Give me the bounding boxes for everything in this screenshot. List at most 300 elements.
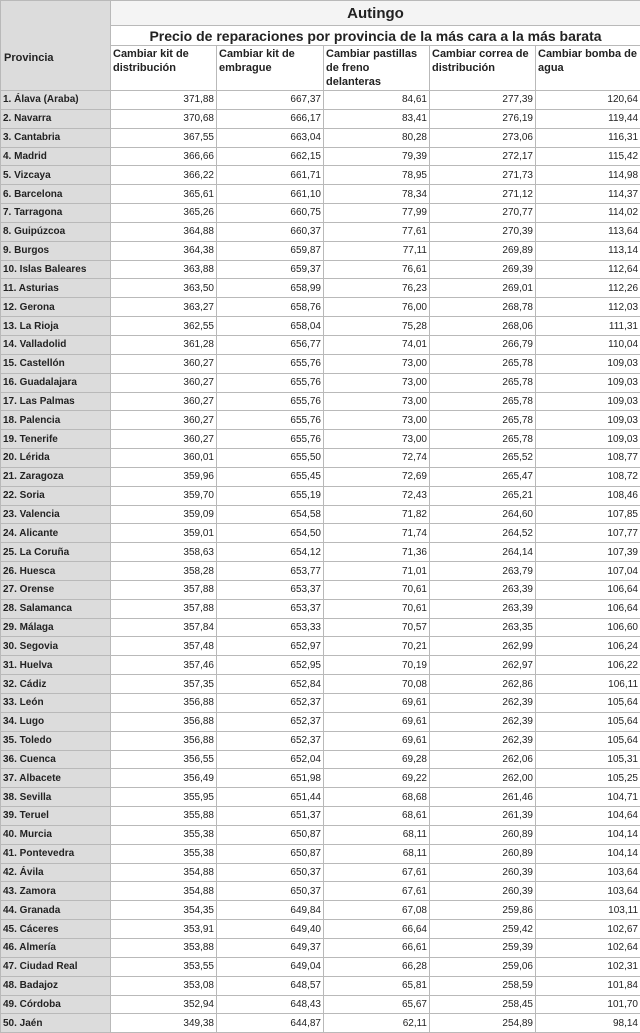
price-cell: 655,76 (217, 392, 324, 411)
table-row (1, 788, 640, 807)
price-cell: 658,99 (217, 279, 324, 298)
price-cell: 71,36 (324, 543, 430, 562)
table-row (1, 675, 640, 694)
price-cell: 78,34 (324, 185, 430, 204)
table-row (1, 486, 640, 505)
price-cell: 75,28 (324, 317, 430, 336)
price-cell: 76,61 (324, 260, 430, 279)
price-cell: 653,77 (217, 562, 324, 581)
price-cell: 649,40 (217, 920, 324, 939)
price-cell: 106,11 (536, 675, 640, 694)
price-cell: 370,68 (111, 109, 217, 128)
table-subtitle: Precio de reparaciones por provincia de la más cara a la más barata (111, 26, 640, 46)
price-cell: 107,77 (536, 524, 640, 543)
price-cell: 654,58 (217, 505, 324, 524)
price-cell: 359,01 (111, 524, 217, 543)
price-cell: 74,01 (324, 335, 430, 354)
price-cell: 119,44 (536, 109, 640, 128)
table-row (1, 354, 640, 373)
price-cell: 652,04 (217, 750, 324, 769)
province-cell: 19. Tenerife (1, 430, 111, 449)
price-cell: 360,01 (111, 449, 217, 468)
price-cell: 655,76 (217, 411, 324, 430)
price-cell: 114,02 (536, 204, 640, 223)
price-cell: 357,48 (111, 637, 217, 656)
province-cell: 5. Vizcaya (1, 166, 111, 185)
price-cell: 650,87 (217, 844, 324, 863)
province-cell: 24. Alicante (1, 524, 111, 543)
price-cell: 79,39 (324, 147, 430, 166)
price-cell: 265,78 (430, 392, 536, 411)
province-cell: 44. Granada (1, 901, 111, 920)
price-cell: 71,82 (324, 505, 430, 524)
price-cell: 367,55 (111, 128, 217, 147)
province-cell: 21. Zaragoza (1, 467, 111, 486)
price-cell: 648,57 (217, 976, 324, 995)
price-cell: 70,61 (324, 599, 430, 618)
price-cell: 655,76 (217, 354, 324, 373)
price-cell: 363,50 (111, 279, 217, 298)
price-cell: 73,00 (324, 430, 430, 449)
province-cell: 8. Guipúzcoa (1, 222, 111, 241)
table-row (1, 957, 640, 976)
price-cell: 83,41 (324, 109, 430, 128)
table-row (1, 241, 640, 260)
table-row (1, 599, 640, 618)
table-row (1, 260, 640, 279)
price-cell: 70,57 (324, 618, 430, 637)
province-cell: 50. Jaén (1, 1014, 111, 1033)
price-cell: 648,43 (217, 995, 324, 1014)
price-cell: 650,37 (217, 863, 324, 882)
province-cell: 15. Castellón (1, 354, 111, 373)
price-cell: 107,04 (536, 562, 640, 581)
price-cell: 353,91 (111, 920, 217, 939)
price-cell: 355,95 (111, 788, 217, 807)
table-row (1, 731, 640, 750)
price-cell: 655,45 (217, 467, 324, 486)
price-cell: 71,01 (324, 562, 430, 581)
province-cell: 34. Lugo (1, 712, 111, 731)
price-cell: 102,31 (536, 957, 640, 976)
table-row (1, 298, 640, 317)
price-cell: 270,77 (430, 204, 536, 223)
price-cell: 70,61 (324, 580, 430, 599)
price-cell: 355,88 (111, 807, 217, 826)
price-cell: 355,38 (111, 844, 217, 863)
price-cell: 114,37 (536, 185, 640, 204)
table-row (1, 222, 640, 241)
price-cell: 71,74 (324, 524, 430, 543)
price-cell: 365,61 (111, 185, 217, 204)
price-cell: 104,14 (536, 844, 640, 863)
province-cell: 17. Las Palmas (1, 392, 111, 411)
price-cell: 354,88 (111, 863, 217, 882)
table-row (1, 279, 640, 298)
province-cell: 4. Madrid (1, 147, 111, 166)
price-cell: 357,88 (111, 599, 217, 618)
table-row (1, 373, 640, 392)
price-cell: 353,88 (111, 938, 217, 957)
price-cell: 650,37 (217, 882, 324, 901)
price-cell: 112,03 (536, 298, 640, 317)
price-cell: 109,03 (536, 392, 640, 411)
price-cell: 357,35 (111, 675, 217, 694)
province-header: Provincia (1, 26, 111, 91)
price-cell: 357,84 (111, 618, 217, 637)
price-cell: 120,64 (536, 91, 640, 110)
price-cell: 66,28 (324, 957, 430, 976)
province-cell: 39. Teruel (1, 807, 111, 826)
price-cell: 363,88 (111, 260, 217, 279)
price-cell: 67,61 (324, 882, 430, 901)
price-cell: 355,38 (111, 825, 217, 844)
price-cell: 66,61 (324, 938, 430, 957)
price-cell: 354,35 (111, 901, 217, 920)
price-cell: 108,77 (536, 449, 640, 468)
price-cell: 266,79 (430, 335, 536, 354)
column-header: Cambiar correa de distribución (430, 46, 536, 91)
province-cell: 6. Barcelona (1, 185, 111, 204)
province-cell: 2. Navarra (1, 109, 111, 128)
table-row (1, 995, 640, 1014)
price-cell: 273,06 (430, 128, 536, 147)
province-cell: 11. Asturias (1, 279, 111, 298)
table-row (1, 882, 640, 901)
price-cell: 656,77 (217, 335, 324, 354)
price-cell: 265,47 (430, 467, 536, 486)
province-cell: 16. Guadalajara (1, 373, 111, 392)
price-cell: 262,97 (430, 656, 536, 675)
province-cell: 48. Badajoz (1, 976, 111, 995)
price-cell: 69,22 (324, 769, 430, 788)
price-cell: 69,28 (324, 750, 430, 769)
price-cell: 109,03 (536, 373, 640, 392)
price-cell: 103,11 (536, 901, 640, 920)
price-cell: 655,76 (217, 430, 324, 449)
price-cell: 65,81 (324, 976, 430, 995)
price-cell: 103,64 (536, 882, 640, 901)
price-cell: 649,37 (217, 938, 324, 957)
price-cell: 68,68 (324, 788, 430, 807)
table-row (1, 185, 640, 204)
price-cell: 111,31 (536, 317, 640, 336)
price-cell: 108,46 (536, 486, 640, 505)
price-cell: 354,88 (111, 882, 217, 901)
table-row (1, 335, 640, 354)
province-cell: 1. Álava (Araba) (1, 91, 111, 110)
price-cell: 662,15 (217, 147, 324, 166)
table-row (1, 825, 640, 844)
province-cell: 26. Huesca (1, 562, 111, 581)
table-row (1, 166, 640, 185)
price-cell: 649,04 (217, 957, 324, 976)
province-cell: 38. Sevilla (1, 788, 111, 807)
table-body (1, 91, 640, 1033)
price-cell: 658,04 (217, 317, 324, 336)
province-cell: 31. Huelva (1, 656, 111, 675)
price-cell: 651,98 (217, 769, 324, 788)
price-cell: 263,35 (430, 618, 536, 637)
price-cell: 667,37 (217, 91, 324, 110)
price-cell: 68,61 (324, 807, 430, 826)
price-cell: 265,52 (430, 449, 536, 468)
price-cell: 66,64 (324, 920, 430, 939)
price-cell: 104,14 (536, 825, 640, 844)
price-cell: 84,61 (324, 91, 430, 110)
price-cell: 69,61 (324, 731, 430, 750)
price-cell: 62,11 (324, 1014, 430, 1033)
price-cell: 349,38 (111, 1014, 217, 1033)
table-row (1, 91, 640, 110)
province-cell: 43. Zamora (1, 882, 111, 901)
price-cell: 260,39 (430, 863, 536, 882)
province-cell: 3. Cantabria (1, 128, 111, 147)
table-row (1, 128, 640, 147)
price-cell: 658,76 (217, 298, 324, 317)
table-row (1, 694, 640, 713)
price-cell: 80,28 (324, 128, 430, 147)
price-cell: 362,55 (111, 317, 217, 336)
province-cell: 22. Soria (1, 486, 111, 505)
column-header: Cambiar kit de embrague (217, 46, 324, 91)
province-cell: 29. Málaga (1, 618, 111, 637)
price-cell: 258,45 (430, 995, 536, 1014)
column-header: Cambiar bomba de agua (536, 46, 640, 91)
price-cell: 371,88 (111, 91, 217, 110)
price-cell: 70,08 (324, 675, 430, 694)
price-cell: 77,11 (324, 241, 430, 260)
price-cell: 67,08 (324, 901, 430, 920)
price-cell: 105,31 (536, 750, 640, 769)
price-cell: 655,19 (217, 486, 324, 505)
price-cell: 113,64 (536, 222, 640, 241)
table-row (1, 449, 640, 468)
price-cell: 70,21 (324, 637, 430, 656)
price-cell: 262,99 (430, 637, 536, 656)
price-cell: 103,64 (536, 863, 640, 882)
price-cell: 105,25 (536, 769, 640, 788)
table-row (1, 204, 640, 223)
price-cell: 271,12 (430, 185, 536, 204)
table-row (1, 1014, 640, 1033)
price-cell: 364,38 (111, 241, 217, 260)
price-cell: 262,39 (430, 712, 536, 731)
table-row (1, 637, 640, 656)
table-title: Autingo (111, 1, 640, 26)
price-cell: 652,97 (217, 637, 324, 656)
price-cell: 104,64 (536, 807, 640, 826)
price-cell: 652,95 (217, 656, 324, 675)
price-cell: 360,27 (111, 354, 217, 373)
price-cell: 265,78 (430, 411, 536, 430)
province-cell: 28. Salamanca (1, 599, 111, 618)
price-cell: 356,49 (111, 769, 217, 788)
column-header: Cambiar kit de distribución (111, 46, 217, 91)
province-cell: 18. Palencia (1, 411, 111, 430)
province-cell: 33. León (1, 694, 111, 713)
price-cell: 651,37 (217, 807, 324, 826)
price-cell: 67,61 (324, 863, 430, 882)
province-cell: 37. Albacete (1, 769, 111, 788)
price-cell: 358,63 (111, 543, 217, 562)
table-row (1, 543, 640, 562)
table-row (1, 844, 640, 863)
price-cell: 269,01 (430, 279, 536, 298)
province-cell: 13. La Rioja (1, 317, 111, 336)
price-cell: 356,55 (111, 750, 217, 769)
price-cell: 72,43 (324, 486, 430, 505)
price-cell: 262,06 (430, 750, 536, 769)
price-cell: 356,88 (111, 731, 217, 750)
province-cell: 9. Burgos (1, 241, 111, 260)
price-cell: 260,89 (430, 844, 536, 863)
price-cell: 102,67 (536, 920, 640, 939)
table-row (1, 712, 640, 731)
price-cell: 269,39 (430, 260, 536, 279)
price-cell: 659,37 (217, 260, 324, 279)
price-cell: 106,22 (536, 656, 640, 675)
price-cell: 360,27 (111, 430, 217, 449)
price-cell: 358,28 (111, 562, 217, 581)
price-cell: 262,39 (430, 731, 536, 750)
table-row (1, 750, 640, 769)
price-cell: 254,89 (430, 1014, 536, 1033)
price-cell: 107,85 (536, 505, 640, 524)
column-header: Cambiar pastillas de freno delanteras (324, 46, 430, 91)
price-cell: 105,64 (536, 731, 640, 750)
price-cell: 359,70 (111, 486, 217, 505)
table-row (1, 938, 640, 957)
province-cell: 30. Segovia (1, 637, 111, 656)
price-cell: 105,64 (536, 694, 640, 713)
price-cell: 366,22 (111, 166, 217, 185)
price-cell: 78,95 (324, 166, 430, 185)
table-row (1, 863, 640, 882)
price-cell: 114,98 (536, 166, 640, 185)
table-row (1, 467, 640, 486)
price-cell: 108,72 (536, 467, 640, 486)
province-cell: 46. Almería (1, 938, 111, 957)
table-row (1, 976, 640, 995)
price-cell: 98,14 (536, 1014, 640, 1033)
price-cell: 112,26 (536, 279, 640, 298)
price-cell: 272,17 (430, 147, 536, 166)
province-cell: 40. Murcia (1, 825, 111, 844)
price-cell: 69,61 (324, 712, 430, 731)
table-row (1, 505, 640, 524)
price-cell: 109,03 (536, 411, 640, 430)
price-cell: 109,03 (536, 430, 640, 449)
price-cell: 264,60 (430, 505, 536, 524)
price-cell: 116,31 (536, 128, 640, 147)
price-cell: 655,76 (217, 373, 324, 392)
price-cell: 259,39 (430, 938, 536, 957)
price-cell: 76,00 (324, 298, 430, 317)
price-cell: 659,87 (217, 241, 324, 260)
price-cell: 261,46 (430, 788, 536, 807)
price-cell: 271,73 (430, 166, 536, 185)
price-cell: 268,06 (430, 317, 536, 336)
table-row (1, 562, 640, 581)
table-row (1, 147, 640, 166)
price-cell: 260,89 (430, 825, 536, 844)
price-cell: 353,08 (111, 976, 217, 995)
price-cell: 73,00 (324, 354, 430, 373)
price-cell: 69,61 (324, 694, 430, 713)
price-cell: 101,84 (536, 976, 640, 995)
price-cell: 661,10 (217, 185, 324, 204)
price-cell: 357,88 (111, 580, 217, 599)
price-cell: 268,78 (430, 298, 536, 317)
price-cell: 112,64 (536, 260, 640, 279)
price-cell: 102,64 (536, 938, 640, 957)
price-cell: 109,03 (536, 354, 640, 373)
table-row (1, 920, 640, 939)
price-cell: 76,23 (324, 279, 430, 298)
price-cell: 269,89 (430, 241, 536, 260)
price-cell: 654,50 (217, 524, 324, 543)
price-cell: 263,39 (430, 580, 536, 599)
price-cell: 261,39 (430, 807, 536, 826)
price-cell: 359,09 (111, 505, 217, 524)
price-cell: 353,55 (111, 957, 217, 976)
province-cell: 7. Tarragona (1, 204, 111, 223)
price-cell: 104,71 (536, 788, 640, 807)
price-cell: 105,64 (536, 712, 640, 731)
price-cell: 106,64 (536, 599, 640, 618)
price-cell: 262,00 (430, 769, 536, 788)
price-cell: 65,67 (324, 995, 430, 1014)
province-cell: 32. Cádiz (1, 675, 111, 694)
province-cell: 42. Ávila (1, 863, 111, 882)
price-cell: 262,39 (430, 694, 536, 713)
price-cell: 663,04 (217, 128, 324, 147)
province-cell: 10. Islas Baleares (1, 260, 111, 279)
province-cell: 36. Cuenca (1, 750, 111, 769)
price-cell: 363,27 (111, 298, 217, 317)
price-cell: 356,88 (111, 694, 217, 713)
price-cell: 259,42 (430, 920, 536, 939)
price-cell: 652,37 (217, 731, 324, 750)
price-cell: 106,24 (536, 637, 640, 656)
province-cell: 12. Gerona (1, 298, 111, 317)
table-row (1, 411, 640, 430)
price-cell: 359,96 (111, 467, 217, 486)
table-row (1, 109, 640, 128)
price-cell: 352,94 (111, 995, 217, 1014)
price-cell: 651,44 (217, 788, 324, 807)
price-cell: 264,52 (430, 524, 536, 543)
price-cell: 110,04 (536, 335, 640, 354)
table-row (1, 430, 640, 449)
price-cell: 644,87 (217, 1014, 324, 1033)
price-cell: 276,19 (430, 109, 536, 128)
price-cell: 265,78 (430, 430, 536, 449)
table-row (1, 901, 640, 920)
price-cell: 661,71 (217, 166, 324, 185)
price-cell: 652,37 (217, 694, 324, 713)
table-row (1, 807, 640, 826)
price-cell: 360,27 (111, 392, 217, 411)
price-cell: 270,39 (430, 222, 536, 241)
province-cell: 41. Pontevedra (1, 844, 111, 863)
price-cell: 652,84 (217, 675, 324, 694)
price-cell: 653,37 (217, 580, 324, 599)
price-cell: 260,39 (430, 882, 536, 901)
price-cell: 366,66 (111, 147, 217, 166)
price-cell: 660,75 (217, 204, 324, 223)
